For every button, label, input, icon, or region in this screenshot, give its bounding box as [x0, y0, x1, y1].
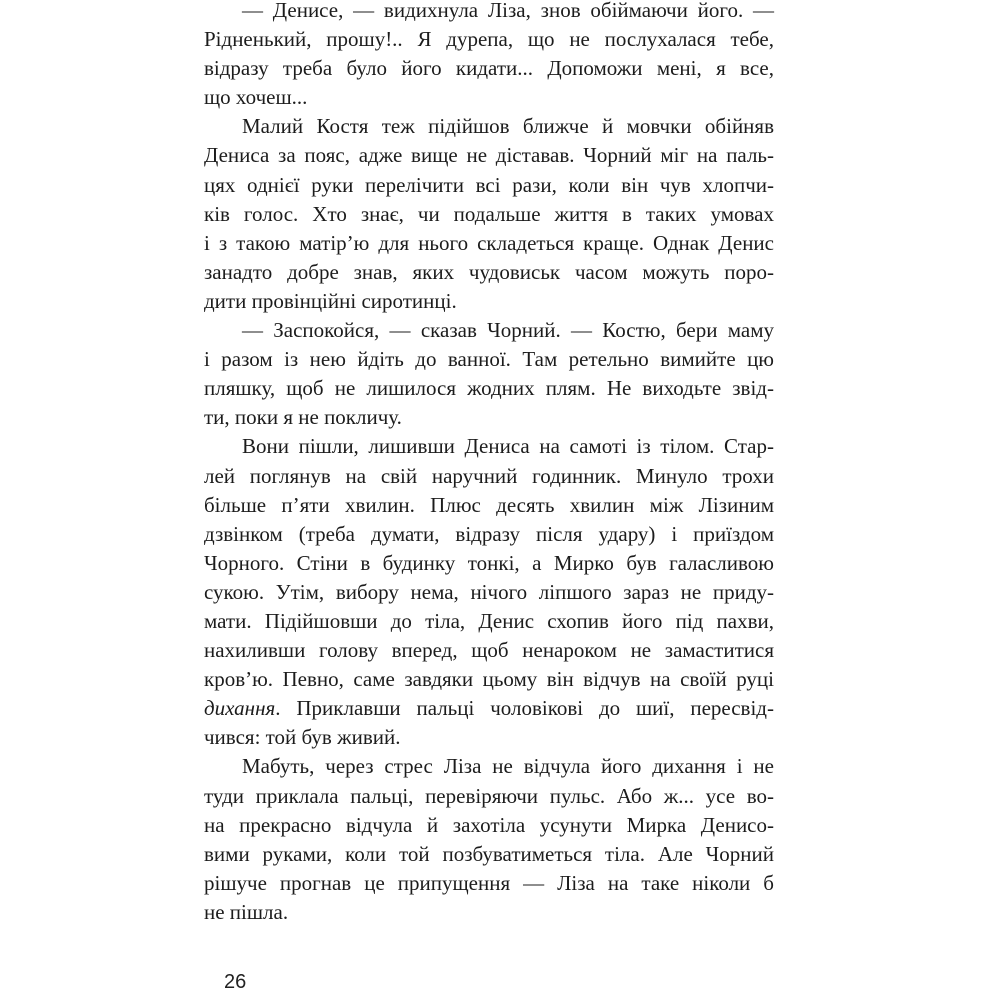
paragraph: [204, 0, 774, 112]
text-line: кров’ю. Певно, саме завдяки цьому він відчув на своїй руці: [204, 667, 774, 692]
text-line: туди приклала пальці, перевіряючи пульс. Або ж... усе во-: [204, 783, 774, 808]
text-line: нахиливши голову вперед, щоб ненароком не замаститися: [204, 638, 774, 663]
text-line: Дениса за пояс, адже вище не діставав. Чорний міг на паль-: [204, 143, 774, 168]
paragraph: [204, 752, 774, 927]
text-line: дити провінційні сиротинці.: [204, 288, 457, 313]
text-line: більше п’яти хвилин. Плюс десять хвилин між Лізиним: [204, 492, 774, 517]
text-line: сукою. Утім, вибору нема, нічого ліпшого зараз не приду-: [204, 579, 774, 604]
text-line: занадто добре знав, яких чудовиськ часом можуть поро-: [204, 259, 774, 284]
text-line: чився: той був живий.: [204, 725, 401, 750]
text-line: рішуче прогнав це припущення — Ліза на таке ніколи б: [204, 870, 774, 895]
page-text: [204, 0, 774, 927]
italic-word: дихання: [204, 696, 276, 721]
text-line: — Денисе, — видихнула Ліза, знов обіймаючи його. —: [242, 0, 774, 22]
text-line: що хочеш...: [204, 85, 308, 110]
text-line: відразу треба було його кидати... Допоможи мені, я все,: [204, 56, 774, 81]
text-segment: . Приклавши пальці чоловікові до шиї, пересвід-: [275, 696, 774, 721]
text-line: на прекрасно відчула й захотіла усунути Мирка Денисо-: [204, 812, 774, 837]
text-line: лей поглянув на свій наручний годинник. Минуло трохи: [204, 463, 774, 488]
paragraph: [204, 432, 774, 752]
text-line: цях однієї руки перелічити всі рази, коли він чув хлопчи-: [204, 172, 774, 197]
text-line: не пішла.: [204, 899, 289, 924]
text-line: — Заспокойся, — сказав Чорний. — Костю, бери маму: [242, 318, 774, 343]
paragraph: [204, 316, 774, 432]
text-line: мати. Підійшовши до тіла, Денис схопив його під пахви,: [204, 608, 774, 633]
paragraph: [204, 112, 774, 316]
text-line: Вони пішли, лишивши Дениса на самоті із тілом. Стар-: [242, 434, 774, 459]
text-line: Рідненький, прошу!.. Я дурепа, що не послухалася тебе,: [204, 27, 774, 52]
text-line: ти, поки я не покличу.: [204, 405, 402, 430]
text-line: пляшку, щоб не лишилося жодних плям. Не виходьте звід-: [204, 376, 774, 401]
text-line: ків голос. Хто знає, чи подальше життя в таких умовах: [204, 201, 774, 226]
text-line: [204, 694, 774, 723]
text-line: Мабуть, через стрес Ліза не відчула його дихання і не: [242, 754, 774, 779]
text-line: і разом із нею йдіть до ванної. Там ретельно вимийте цю: [204, 347, 774, 372]
text-line: дзвінком (треба думати, відразу після удару) і приїздом: [204, 521, 774, 546]
text-line: і з такою матір’ю для нього складеться краще. Однак Денис: [204, 230, 774, 255]
text-line: вими руками, коли той позбуватиметься тіла. Але Чорний: [204, 841, 774, 866]
text-line: Малий Костя теж підійшов ближче й мовчки обійняв: [242, 114, 774, 139]
page-number: 26: [224, 971, 247, 993]
text-line: Чорного. Стіни в будинку тонкі, а Мирко був галасливою: [204, 550, 774, 575]
